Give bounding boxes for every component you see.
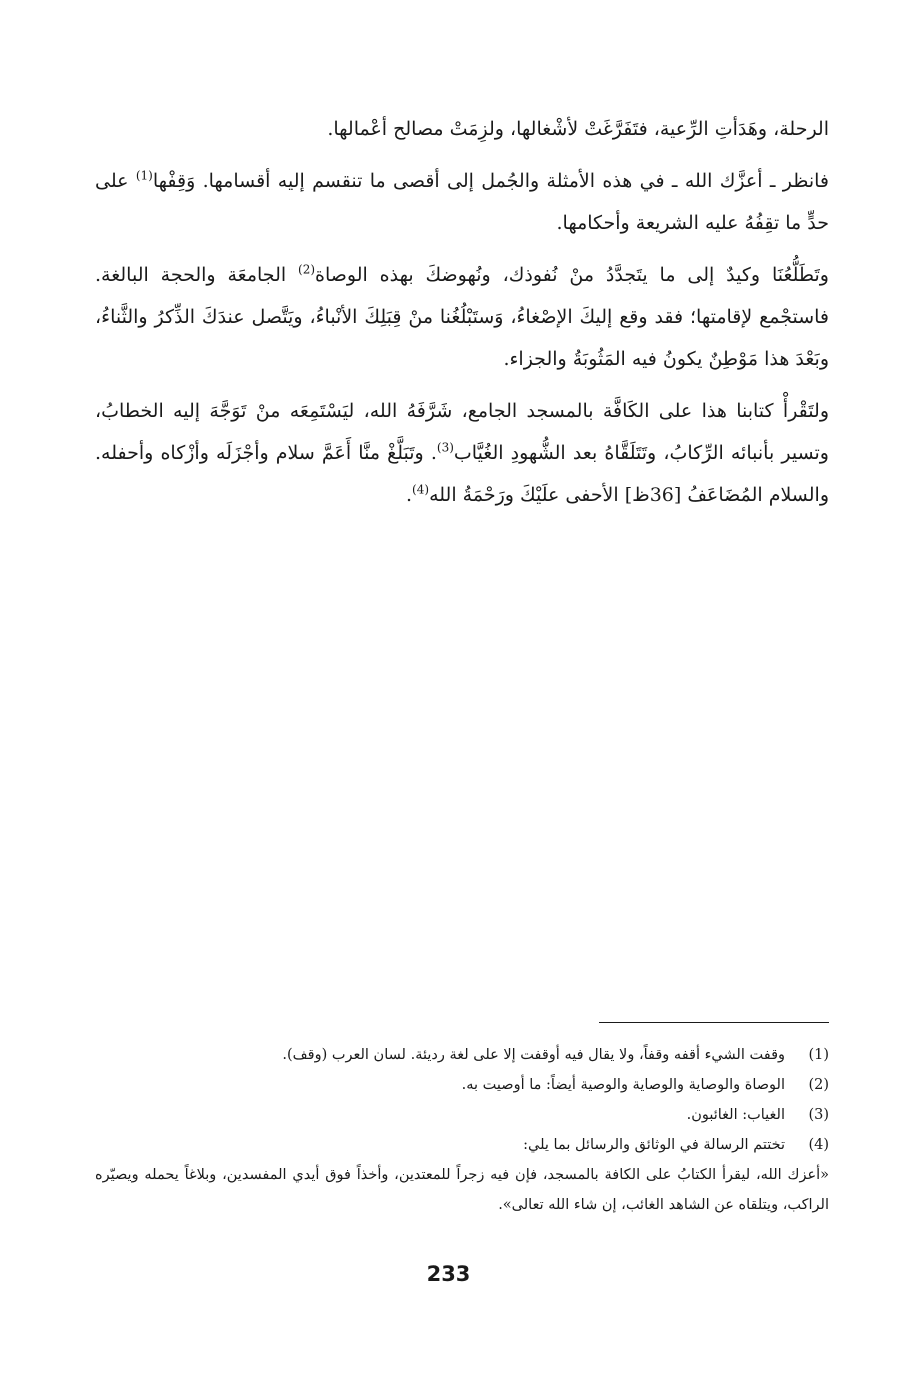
paragraph-3-text-b: الجامعَة والحجة البالغة. فاستجْمع لإقامتها؛ فقد وقع إليكَ الإصْغاءُ، وَستَبْلُغُنا منْ قِبَلِكَ الأنْباءُ، ويَتَّصل عندَكَ الذِّكرُ والثَّناءُ، وبَعْدَ هذا مَوْطِنٌ يكونُ فيه المَثُوبَةُ والجزاء. bbox=[95, 264, 829, 370]
footnote-2 bbox=[95, 1070, 829, 1100]
footnote-text: الوصاة والوصاية والوصاية والوصية أيضاً: ما أوصيت به. bbox=[461, 1077, 785, 1093]
footnote-number: (1) bbox=[808, 1047, 829, 1063]
footnote-number: (4) bbox=[808, 1137, 829, 1153]
paragraph-3 bbox=[95, 254, 829, 380]
paragraph-2-text-a: فانظر ـ أعزَّك الله ـ في هذه الأمثلة والجُمل إلى أقصى ما تنقسم إليه أقسامها. وَقِفْها bbox=[152, 170, 829, 192]
paragraph-4 bbox=[95, 390, 829, 516]
paragraph-4-text-a: ولتَقْرأْ كتابنا هذا على الكَافَّة بالمسجد الجامع، شَرَّفَهُ الله، ليَسْتَمِعَه منْ تَوَجَّهَ إليه الخطابُ، وتسير بأنبائه الرِّكابُ، وتَتَلَقَّاهُ بعد الشُّهودِ الغُيَّاب bbox=[95, 400, 829, 464]
footnote-4 bbox=[95, 1130, 829, 1160]
footnote-ref-1: (1) bbox=[135, 168, 153, 183]
footnote-text: وقفت الشيء أقفه وقفاً، ولا يقال فيه أوقفت إلا على لغة رديئة. لسان العرب (وقف). bbox=[282, 1047, 785, 1063]
footnote-text: تختتم الرسالة في الوثائق والرسائل بما يلي: bbox=[523, 1137, 785, 1153]
footnote-text: الغياب: الغائبون. bbox=[686, 1107, 785, 1123]
footnotes bbox=[95, 1040, 829, 1220]
paragraph-4-text-b: . وتَبَلَّغْ منَّا أَعَمَّ سلام وأجْزَلَه وأزْكاه وأحفله. والسلام المُضَاعَفُ [36ظ] الأحفى علَيْكَ ورَحْمَةُ الله bbox=[95, 442, 829, 506]
paragraph-1-text: الرحلة، وهَدَأتِ الرِّعية، فتَفَرَّغَتْ لأشْغالها، ولزِمَتْ مصالح أعْمالها. bbox=[327, 118, 829, 140]
paragraph-2 bbox=[95, 160, 829, 244]
footnote-divider bbox=[599, 1022, 829, 1023]
footnote-4-quote: «أعزك الله، ليقرأ الكتابُ على الكافة بالمسجد، فإن فيه زجراً للمعتدين، وأخذاً فوق أيدي المفسدين، وبلاغاً يحمله ويصيّره الراكب، ويتلقاه عن الشاهد الغائب، إن شاء الله تعالى». bbox=[95, 1167, 829, 1213]
footnote-ref-2: (2) bbox=[298, 262, 316, 277]
footnote-number: (2) bbox=[808, 1077, 829, 1093]
main-text bbox=[95, 108, 829, 516]
paragraph-3-text-a: وتَطَلُّعُنَا وكيدٌ إلى ما يتَجدَّدُ منْ نُفوذك، ونُهوضكَ بهذه الوصاة bbox=[315, 264, 829, 286]
footnote-1 bbox=[95, 1040, 829, 1070]
footnote-ref-4: (4) bbox=[412, 482, 430, 497]
paragraph-2-text-b: على حدٍّ ما تقِفُهُ عليه الشريعة وأحكامها. bbox=[95, 170, 829, 234]
footnote-3 bbox=[95, 1100, 829, 1130]
paragraph-4-text-c: . bbox=[406, 484, 413, 506]
footnote-number: (3) bbox=[808, 1107, 829, 1123]
footnote-ref-3: (3) bbox=[436, 440, 454, 455]
paragraph-1 bbox=[95, 108, 829, 150]
page-number: 233 bbox=[426, 1262, 471, 1286]
